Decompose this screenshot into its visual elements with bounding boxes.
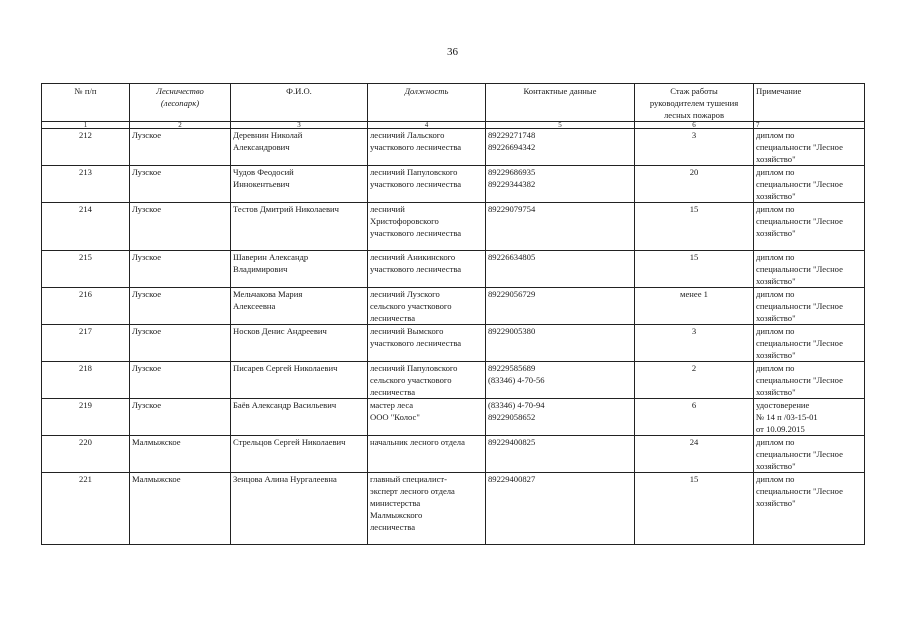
cell-fio-line: Иннокентьевич <box>233 179 290 189</box>
cell-note-line: специальности "Лесное <box>756 216 843 226</box>
cell-experience: 6 <box>635 399 754 436</box>
column-number-row <box>42 122 865 129</box>
cell-contacts-line: 89229585689 <box>488 363 536 373</box>
cell-note-line: специальности "Лесное <box>756 179 843 189</box>
cell-position-line: Малмыжского <box>370 510 423 520</box>
cell-position <box>368 129 486 166</box>
cell-fio <box>231 362 368 399</box>
cell-contacts <box>486 288 635 325</box>
column-number: 7 <box>754 122 865 129</box>
cell-forestry: Лузское <box>130 288 231 325</box>
cell-note-line: хозяйство" <box>756 387 796 397</box>
cell-experience: 24 <box>635 436 754 473</box>
cell-note-line: диплом по <box>756 130 795 140</box>
cell-position-line: министерства <box>370 498 421 508</box>
column-number: 1 <box>42 122 130 129</box>
header-note: Примечание <box>754 84 865 122</box>
cell-contacts <box>486 203 635 251</box>
cell-note-line: № 14 п /03-15-01 <box>756 412 818 422</box>
cell-note-line: от 10.09.2015 <box>756 424 805 434</box>
cell-contacts <box>486 251 635 288</box>
cell-contacts <box>486 399 635 436</box>
header-contacts: Контактные данные <box>486 84 635 122</box>
cell-note-line: диплом по <box>756 252 795 262</box>
cell-position-line: участкового лесничества <box>370 264 462 274</box>
cell-note <box>754 399 865 436</box>
cell-forestry: Малмыжское <box>130 473 231 545</box>
cell-position <box>368 436 486 473</box>
cell-note-line: специальности "Лесное <box>756 375 843 385</box>
cell-fio-line: Писарев Сергей Николаевич <box>233 363 338 373</box>
cell-num: 216 <box>42 288 130 325</box>
cell-note-line: диплом по <box>756 437 795 447</box>
table-row <box>42 288 865 325</box>
cell-position-line: лесничий Лузского <box>370 289 440 299</box>
cell-position-line: лесничий <box>370 204 405 214</box>
cell-position-line: лесничий Вымского <box>370 326 444 336</box>
cell-fio <box>231 129 368 166</box>
cell-fio-line: Носков Денис Андреевич <box>233 326 327 336</box>
cell-note-line: хозяйство" <box>756 191 796 201</box>
column-number: 4 <box>368 122 486 129</box>
cell-position-line: сельского участкового <box>370 301 452 311</box>
header-num: № п/п <box>42 84 130 122</box>
cell-position <box>368 288 486 325</box>
cell-num: 217 <box>42 325 130 362</box>
cell-fio-line: Чудов Феодосий <box>233 167 294 177</box>
header-forestry-line1: Лесничество <box>156 86 204 96</box>
cell-position-line: лесничества <box>370 313 416 323</box>
cell-fio-line: Деревнин Николай <box>233 130 303 140</box>
cell-contacts-line: 89226634805 <box>488 252 536 262</box>
cell-forestry: Лузское <box>130 325 231 362</box>
cell-experience: 15 <box>635 251 754 288</box>
table-row <box>42 203 865 251</box>
cell-experience: 15 <box>635 203 754 251</box>
cell-contacts-line: 89226694342 <box>488 142 536 152</box>
cell-position-line: сельского участкового <box>370 375 452 385</box>
cell-fio <box>231 399 368 436</box>
cell-fio-line: Александрович <box>233 142 290 152</box>
cell-position-line: лесничий Аникинского <box>370 252 456 262</box>
table-row <box>42 399 865 436</box>
cell-contacts-line: 89229271748 <box>488 130 536 140</box>
header-forestry-line2: (лесопарк) <box>160 98 200 108</box>
cell-num: 212 <box>42 129 130 166</box>
cell-num: 221 <box>42 473 130 545</box>
cell-note-line: удостоверение <box>756 400 810 410</box>
header-forestry <box>130 84 231 122</box>
cell-experience: 15 <box>635 473 754 545</box>
cell-note-line: специальности "Лесное <box>756 338 843 348</box>
cell-contacts-line: 89229079754 <box>488 204 536 214</box>
cell-position <box>368 251 486 288</box>
cell-position-line: участкового лесничества <box>370 179 462 189</box>
cell-note <box>754 473 865 545</box>
cell-forestry: Лузское <box>130 362 231 399</box>
cell-position-line: лесничий Папуловского <box>370 167 458 177</box>
cell-note-line: специальности "Лесное <box>756 301 843 311</box>
cell-position <box>368 166 486 203</box>
cell-position <box>368 362 486 399</box>
cell-contacts-line: 89229686935 <box>488 167 536 177</box>
cell-experience: 2 <box>635 362 754 399</box>
cell-note-line: хозяйство" <box>756 350 796 360</box>
header-experience-line1: Стаж работы <box>670 86 718 96</box>
cell-position-line: Христофоровского <box>370 216 439 226</box>
cell-note-line: специальности "Лесное <box>756 264 843 274</box>
header-fio: Ф.И.О. <box>231 84 368 122</box>
cell-contacts <box>486 166 635 203</box>
cell-num: 213 <box>42 166 130 203</box>
cell-contacts-line: 89229056729 <box>488 289 536 299</box>
table-body <box>42 129 865 545</box>
cell-forestry: Лузское <box>130 399 231 436</box>
cell-position-line: ООО "Колос" <box>370 412 420 422</box>
cell-note-line: диплом по <box>756 474 795 484</box>
cell-contacts <box>486 436 635 473</box>
cell-note <box>754 288 865 325</box>
cell-note-line: специальности "Лесное <box>756 449 843 459</box>
cell-fio <box>231 325 368 362</box>
cell-fio-line: Тестов Дмитрий Николаевич <box>233 204 339 214</box>
cell-fio-line: Стрельцов Сергей Николаевич <box>233 437 346 447</box>
cell-num: 215 <box>42 251 130 288</box>
column-number: 2 <box>130 122 231 129</box>
cell-note <box>754 251 865 288</box>
cell-forestry: Лузское <box>130 251 231 288</box>
cell-contacts-line: 89229005380 <box>488 326 536 336</box>
cell-note-line: хозяйство" <box>756 154 796 164</box>
page-number: 36 <box>447 46 458 58</box>
cell-note-line: хозяйство" <box>756 313 796 323</box>
cell-fio-line: Шаверин Александр <box>233 252 309 262</box>
column-number: 3 <box>231 122 368 129</box>
cell-position-line: начальник лесного отдела <box>370 437 465 447</box>
cell-fio <box>231 166 368 203</box>
cell-forestry: Лузское <box>130 129 231 166</box>
cell-position <box>368 473 486 545</box>
cell-forestry: Лузское <box>130 166 231 203</box>
header-position: Должность <box>368 84 486 122</box>
cell-fio-line: Алексеевна <box>233 301 276 311</box>
cell-position-line: участкового лесничества <box>370 228 462 238</box>
cell-note <box>754 203 865 251</box>
cell-fio <box>231 203 368 251</box>
cell-fio-line: Мельчакова Мария <box>233 289 303 299</box>
cell-contacts <box>486 325 635 362</box>
cell-note <box>754 362 865 399</box>
table-row <box>42 473 865 545</box>
cell-position-line: эксперт лесного отдела <box>370 486 455 496</box>
cell-note-line: диплом по <box>756 167 795 177</box>
cell-fio-line: Баёв Александр Васильевич <box>233 400 337 410</box>
cell-position-line: лесничества <box>370 522 416 532</box>
cell-experience: 20 <box>635 166 754 203</box>
cell-forestry: Малмыжское <box>130 436 231 473</box>
cell-fio <box>231 288 368 325</box>
cell-note-line: хозяйство" <box>756 228 796 238</box>
table-row <box>42 362 865 399</box>
header-experience <box>635 84 754 122</box>
cell-note-line: диплом по <box>756 204 795 214</box>
cell-contacts <box>486 362 635 399</box>
cell-num: 218 <box>42 362 130 399</box>
cell-note-line: хозяйство" <box>756 461 796 471</box>
cell-contacts-line: (83346) 4-70-94 <box>488 400 545 410</box>
cell-position-line: главный специалист- <box>370 474 448 484</box>
cell-note-line: специальности "Лесное <box>756 486 843 496</box>
cell-position-line: лесничества <box>370 387 416 397</box>
table-row <box>42 251 865 288</box>
cell-experience: 3 <box>635 129 754 166</box>
cell-note <box>754 166 865 203</box>
cell-note-line: хозяйство" <box>756 276 796 286</box>
cell-contacts <box>486 129 635 166</box>
cell-contacts <box>486 473 635 545</box>
cell-fio <box>231 436 368 473</box>
cell-position-line: лесничий Папуловского <box>370 363 458 373</box>
cell-note-line: специальности "Лесное <box>756 142 843 152</box>
cell-fio-line: Владимирович <box>233 264 288 274</box>
cell-position-line: участкового лесничества <box>370 338 462 348</box>
table-row <box>42 129 865 166</box>
header-experience-line2: руководителем тушения <box>649 98 739 108</box>
cell-position <box>368 399 486 436</box>
cell-note-line: диплом по <box>756 363 795 373</box>
column-number: 5 <box>486 122 635 129</box>
cell-note-line: диплом по <box>756 326 795 336</box>
cell-note <box>754 325 865 362</box>
table-row <box>42 436 865 473</box>
cell-num: 214 <box>42 203 130 251</box>
cell-experience: менее 1 <box>635 288 754 325</box>
cell-note-line: диплом по <box>756 289 795 299</box>
table-row <box>42 166 865 203</box>
cell-contacts-line: 89229400825 <box>488 437 536 447</box>
cell-position <box>368 203 486 251</box>
cell-note <box>754 129 865 166</box>
cell-note <box>754 436 865 473</box>
header-row <box>42 84 865 122</box>
cell-experience: 3 <box>635 325 754 362</box>
cell-position-line: участкового лесничества <box>370 142 462 152</box>
cell-position-line: лесничий Лальского <box>370 130 445 140</box>
cell-contacts-line: (83346) 4-70-56 <box>488 375 545 385</box>
cell-note-line: хозяйство" <box>756 498 796 508</box>
cell-fio <box>231 473 368 545</box>
cell-forestry: Лузское <box>130 203 231 251</box>
cell-contacts-line: 89229344382 <box>488 179 536 189</box>
cell-fio-line: Зенцова Алина Нургалеевна <box>233 474 337 484</box>
forestry-staff-table <box>41 83 865 545</box>
column-number: 6 <box>635 122 754 129</box>
cell-position-line: мастер леса <box>370 400 414 410</box>
cell-fio <box>231 251 368 288</box>
cell-contacts-line: 89229058652 <box>488 412 536 422</box>
header-experience-line3: лесных пожаров <box>663 110 725 120</box>
cell-position <box>368 325 486 362</box>
cell-num: 220 <box>42 436 130 473</box>
cell-contacts-line: 89229400827 <box>488 474 536 484</box>
table-row <box>42 325 865 362</box>
cell-num: 219 <box>42 399 130 436</box>
